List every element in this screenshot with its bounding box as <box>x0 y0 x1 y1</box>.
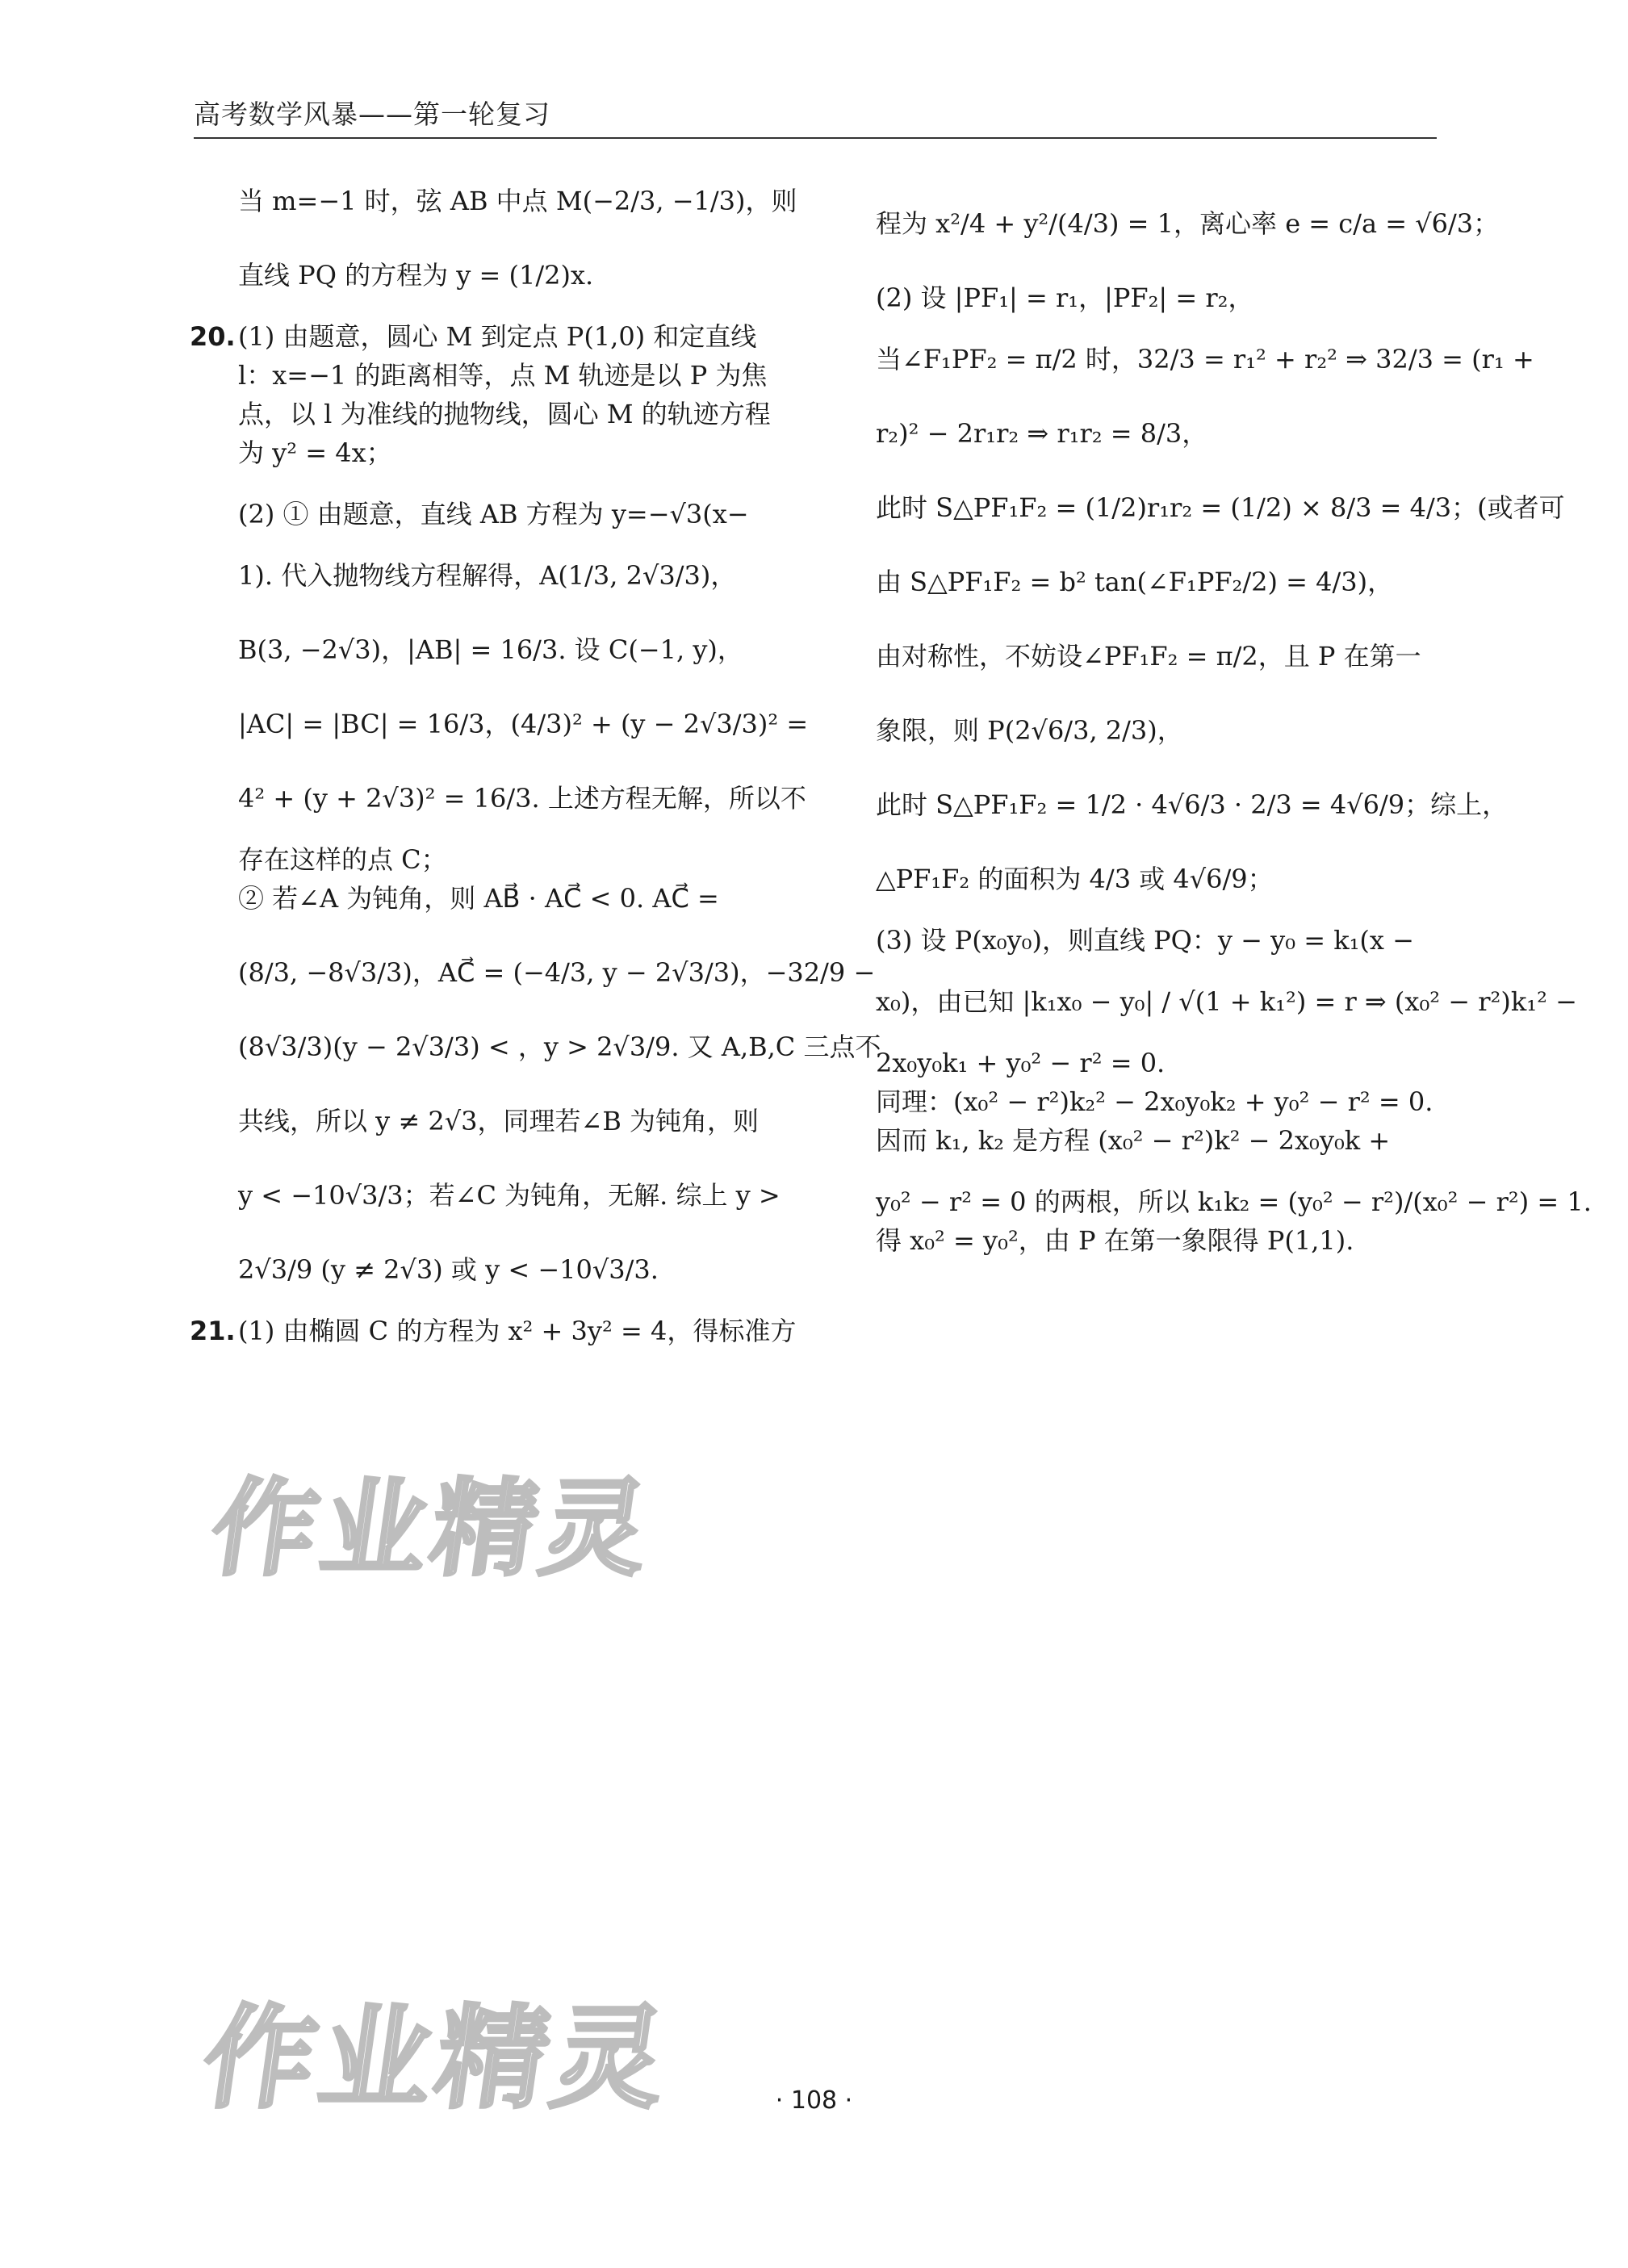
text-line: 此时 S△PF₁F₂ = (1/2)r₁r₂ = (1/2) × 8/3 = 4/3；(或者可 <box>876 492 1565 523</box>
problem-20-block <box>190 317 757 356</box>
text-line: r₂)² − 2r₁r₂ ⇒ r₁r₂ = 8/3， <box>876 418 1208 449</box>
watermark-logo: 作业精灵 <box>203 1467 661 1590</box>
page-number: · 108 · <box>775 2086 853 2115</box>
text-line: l：x=−1 的距离相等，点 M 轨迹是以 P 为焦 <box>238 360 768 391</box>
text-line: y < −10√3/3；若∠C 为钝角，无解. 综上 y > <box>238 1180 781 1211</box>
text-line: 2x₀y₀k₁ + y₀² − r² = 0. <box>876 1048 1166 1078</box>
text-line: ② 若∠A 为钝角，则 AB⃗ · AC⃗ < 0. AC⃗ = <box>238 883 719 914</box>
problem-number-21: 21. <box>190 1316 236 1346</box>
text-line: 为 y² = 4x； <box>238 437 392 468</box>
text-line: 由 S△PF₁F₂ = b² tan(∠F₁PF₂/2) = 4/3)， <box>876 567 1394 597</box>
text-line: |AC| = |BC| = 16/3，(4/3)² + (y − 2√3/3)² = <box>238 709 809 739</box>
text-line: (8√3/3)(y − 2√3/3) < ，y > 2√3/9. 又 A,B,C 三点不 <box>238 1031 881 1062</box>
text-line: 同理：(x₀² − r²)k₂² − 2x₀y₀k₂ + y₀² − r² = 0. <box>876 1086 1433 1117</box>
text-line: y₀² − r² = 0 的两根，所以 k₁k₂ = (y₀² − r²)/(x₀² − r²) = 1. <box>876 1186 1592 1217</box>
text-line: 存在这样的点 C； <box>238 844 447 875</box>
text-line: 点，以 l 为准线的抛物线，圆心 M 的轨迹方程 <box>238 399 771 429</box>
problem-21-block <box>190 1312 797 1350</box>
text-line: 直线 PQ 的方程为 y = (1/2)x. <box>238 260 594 291</box>
text-line: (1) 由题意，圆心 M 到定点 P(1,0) 和定直线 <box>238 321 757 352</box>
problem-number-20: 20. <box>190 321 236 352</box>
text-line: 程为 x²/4 + y²/(4/3) = 1，离心率 e = c/a = √6/3； <box>876 208 1500 239</box>
text-line: (8/3, −8√3/3)，AC⃗ = (−4/3, y − 2√3/3)，−32/9 − <box>238 957 876 988</box>
text-line: 得 x₀² = y₀²，由 P 在第一象限得 P(1,1). <box>876 1225 1354 1256</box>
text-line: 共线，所以 y ≠ 2√3，同理若∠B 为钝角，则 <box>238 1106 760 1136</box>
text-line: 此时 S△PF₁F₂ = 1/2 · 4√6/3 · 2/3 = 4√6/9；综上， <box>876 789 1509 820</box>
page-header <box>194 87 1437 139</box>
text-line: 因而 k₁, k₂ 是方程 (x₀² − r²)k² − 2x₀y₀k + <box>876 1125 1391 1156</box>
text-line: (2) ① 由题意，直线 AB 方程为 y=−√3(x− <box>238 499 749 529</box>
text-line: 4² + (y + 2√3)² = 16/3. 上述方程无解，所以不 <box>238 783 806 814</box>
text-line: 当∠F₁PF₂ = π/2 时，32/3 = r₁² + r₂² ⇒ 32/3 = (r₁ + <box>876 344 1534 375</box>
header-title: 高考数学风暴——第一轮复习 <box>194 98 550 130</box>
watermark-logo: 作业精灵 <box>195 1994 679 2124</box>
text-line: (3) 设 P(x₀y₀)，则直线 PQ：y − y₀ = k₁(x − <box>876 925 1414 956</box>
text-line: 当 m=−1 时，弦 AB 中点 M(−2/3, −1/3)，则 <box>238 186 797 216</box>
left-column <box>190 182 881 1350</box>
right-column <box>876 182 1592 1260</box>
text-line: 1). 代入抛物线方程解得，A(1/3, 2√3/3)， <box>238 560 737 591</box>
text-line: x₀)，由已知 |k₁x₀ − y₀| / √(1 + k₁²) = r ⇒ (x₀² − r²)k₁² − <box>876 986 1577 1017</box>
text-line: 2√3/9 (y ≠ 2√3) 或 y < −10√3/3. <box>238 1254 659 1285</box>
text-line: △PF₁F₂ 的面积为 4/3 或 4√6/9； <box>876 864 1274 894</box>
text-line: (2) 设 |PF₁| = r₁，|PF₂| = r₂， <box>876 282 1254 313</box>
text-line: 象限，则 P(2√6/3, 2/3)， <box>876 715 1183 746</box>
text-line: (1) 由椭圆 C 的方程为 x² + 3y² = 4，得标准方 <box>238 1316 797 1346</box>
text-line: 由对称性，不妨设∠PF₁F₂ = π/2，且 P 在第一 <box>876 641 1421 672</box>
text-line: B(3, −2√3)，|AB| = 16/3. 设 C(−1, y)， <box>238 634 743 665</box>
